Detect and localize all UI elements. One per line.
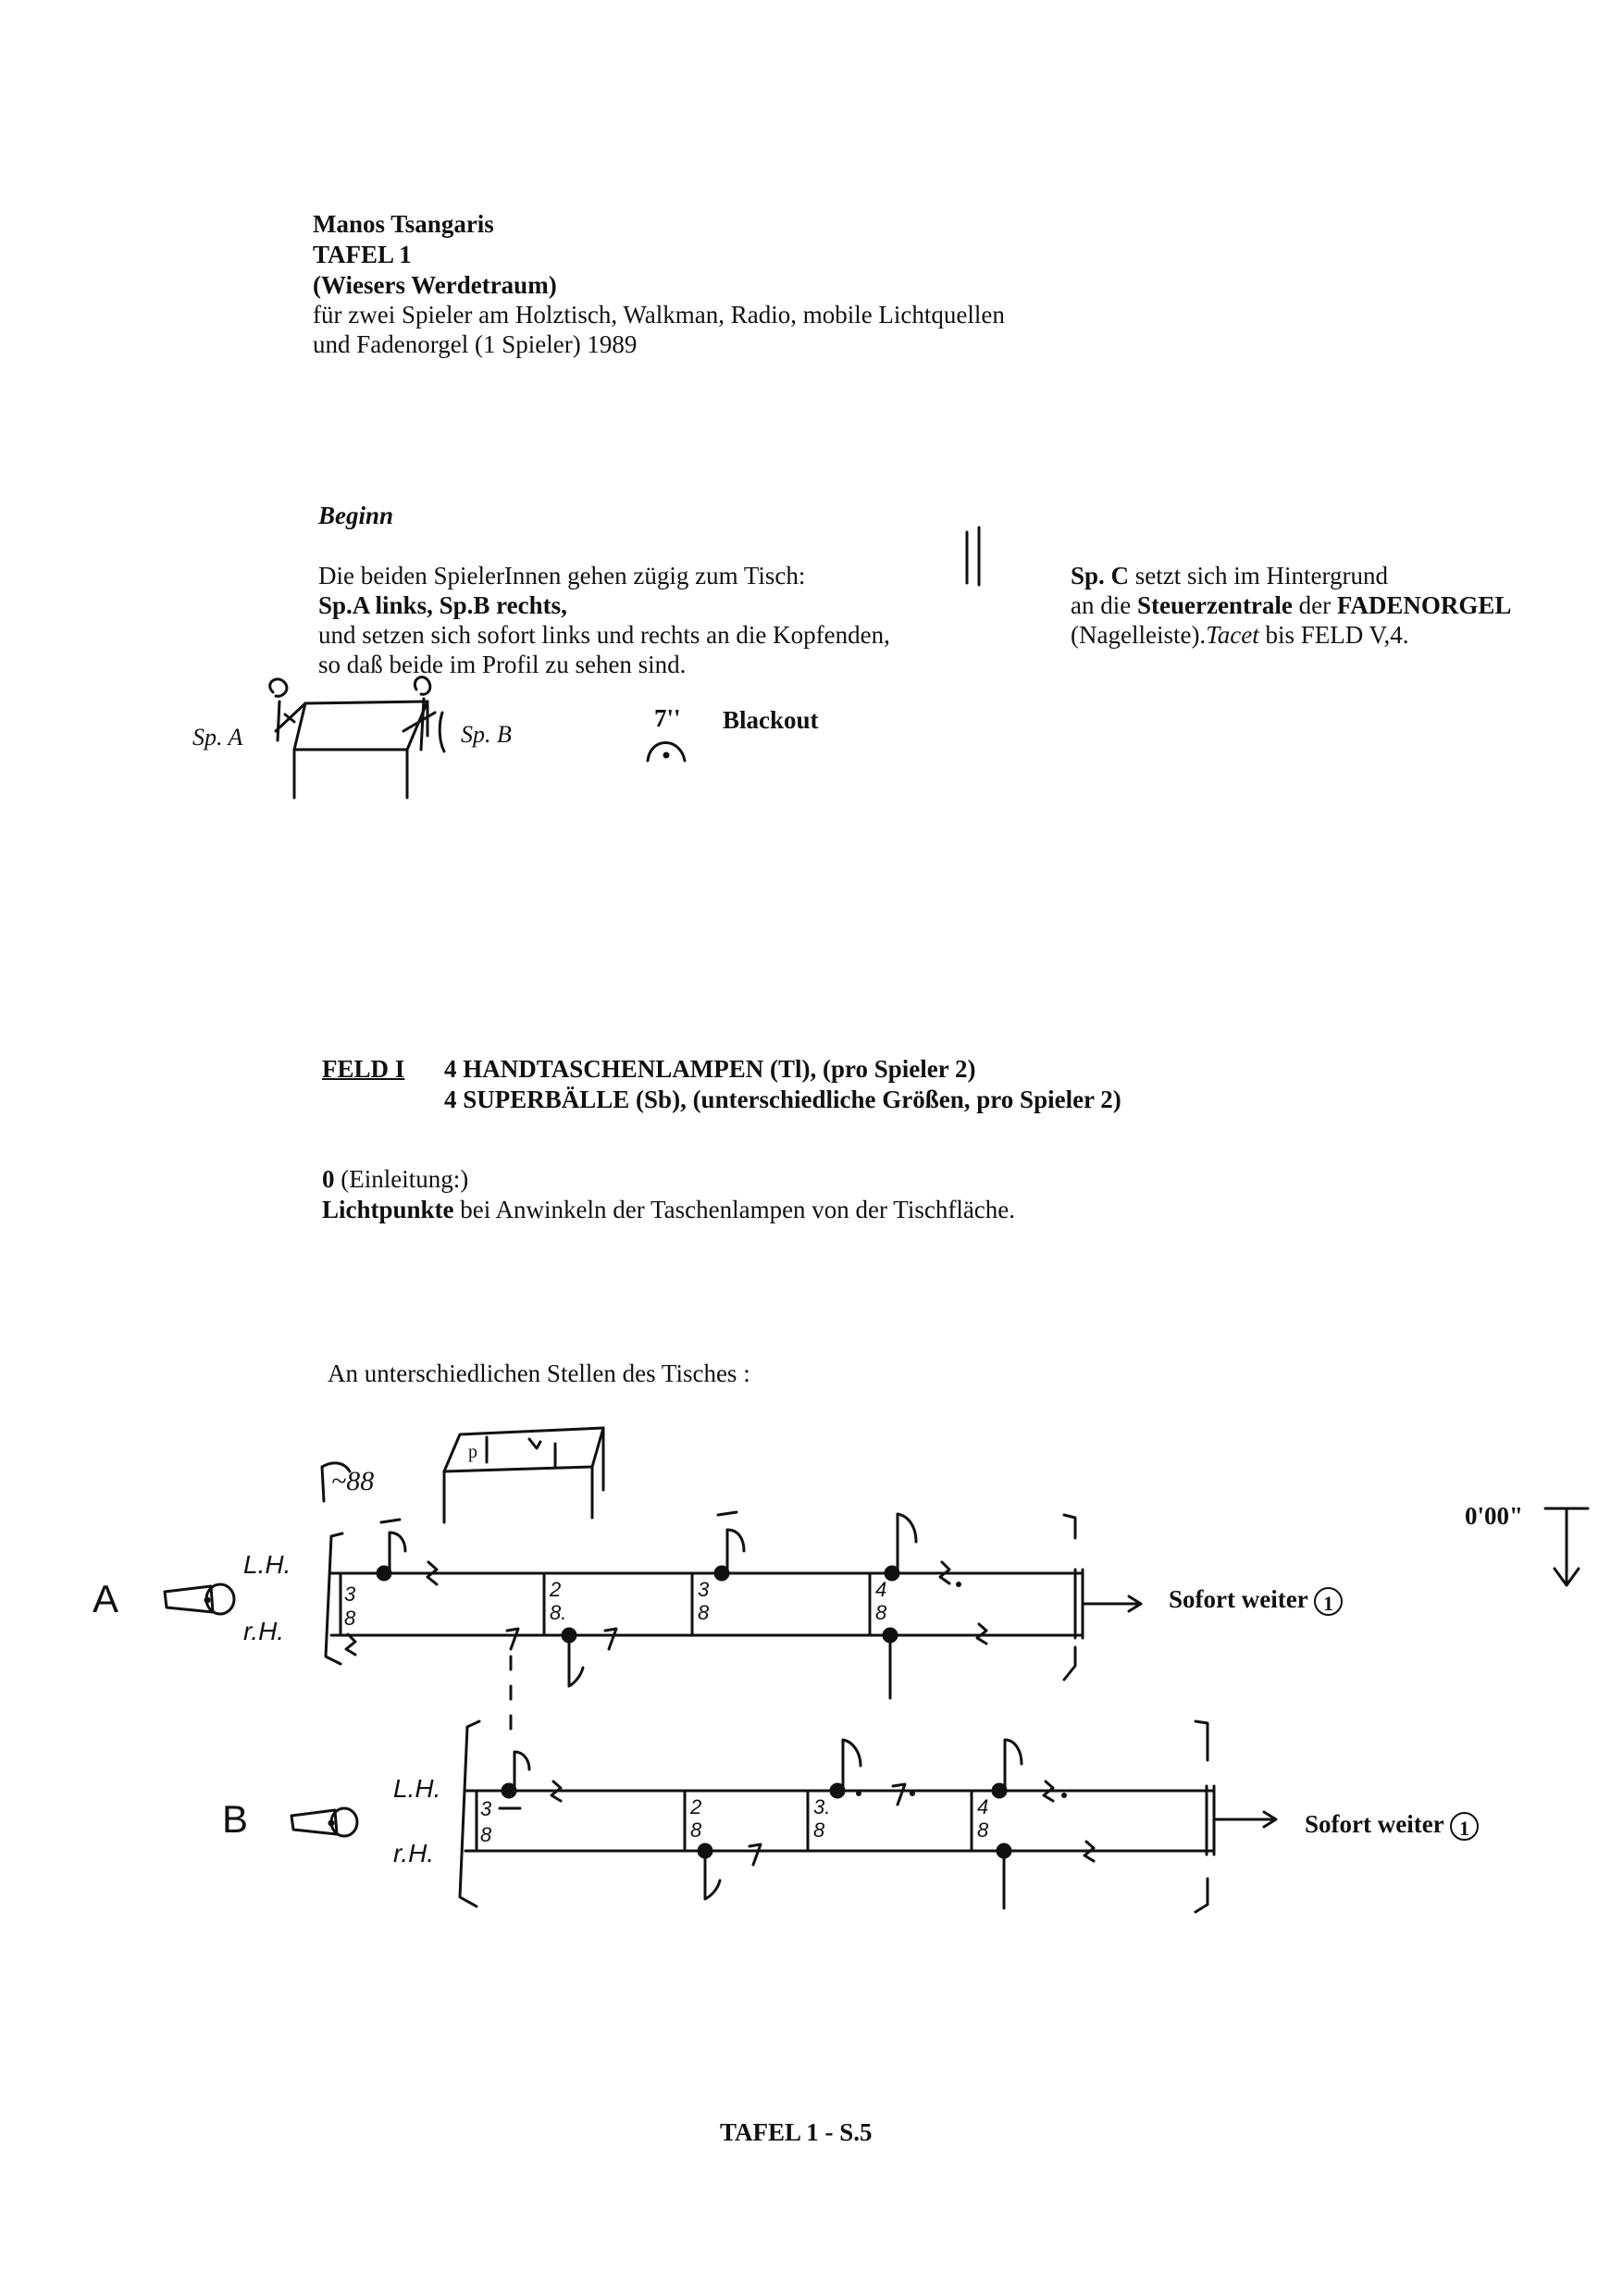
feld-label: FELD I (322, 1055, 405, 1083)
fadenorgel-term: FADENORGEL (1336, 591, 1512, 619)
player-a-label (93, 1577, 118, 1620)
instrumentation-line-1: für zwei Spieler am Holztisch, Walkman, Radio, mobile Lichtquellen (313, 301, 1005, 329)
player-a-letter: A (93, 1577, 119, 1620)
svg-text:7'': 7'' (654, 704, 681, 732)
circled-number-icon: 1 (1450, 1812, 1479, 1841)
circled-number-icon: 1 (1314, 1587, 1343, 1616)
svg-text:3: 3 (344, 1582, 356, 1606)
svg-text:r.H.: r.H. (243, 1617, 285, 1645)
einleitung-number: 0 (322, 1165, 335, 1193)
svg-text:8: 8 (813, 1818, 825, 1842)
svg-text:~88: ~88 (331, 1466, 375, 1496)
beginn-line-4: so daß beide im Profil zu sehen sind. (318, 651, 687, 678)
svg-text:8: 8 (977, 1818, 989, 1842)
svg-text:8.: 8. (550, 1601, 567, 1624)
sofort-weiter-label: Sofort weiter (1169, 1585, 1308, 1613)
player-c-text: setzt sich im Hintergrund (1129, 562, 1388, 590)
player-c-label: Sp. C (1071, 562, 1130, 590)
fermata-icon (648, 704, 685, 761)
svg-text:8: 8 (698, 1601, 710, 1624)
beginn-heading: Beginn (318, 502, 394, 529)
staff-b-labels (393, 1774, 440, 1868)
flashlight-icon (165, 1584, 234, 1614)
piece-subtitle: (Wiesers Werdetraum) (313, 271, 557, 299)
player-c-text: der (1292, 591, 1337, 619)
tacet-term: Tacet (1206, 621, 1259, 649)
composer-name: Manos Tsangaris (313, 210, 494, 238)
score-intro: An unterschiedlichen Stellen des Tisches : (328, 1359, 750, 1387)
svg-text:8: 8 (690, 1818, 702, 1842)
svg-text:L.H.: L.H. (393, 1774, 441, 1803)
beginn-line-1: Die beiden SpielerInnen gehen zügig zum Tisch: (318, 562, 806, 590)
svg-text:Sp. B: Sp. B (461, 721, 512, 748)
beginn-line-2: Sp.A links, Sp.B rechts, (318, 591, 567, 619)
time-marker: 0'00" (1465, 1502, 1523, 1530)
flashlight-icon (291, 1808, 357, 1836)
steuerzentrale-term: Steuerzentrale (1136, 591, 1293, 619)
player-c-text: bis FELD V,4. (1258, 621, 1409, 649)
player-b-letter: B (222, 1797, 249, 1841)
player-c-text: an die (1071, 591, 1137, 619)
page-footer: TAFEL 1 - S.5 (720, 2118, 873, 2146)
down-arrow-icon (1545, 1508, 1588, 1585)
svg-text:8: 8 (875, 1601, 887, 1624)
lichtpunkte-text: bei Anwinkeln der Taschenlampen von der Tischfläche. (453, 1196, 1016, 1223)
svg-text:2: 2 (690, 1795, 702, 1818)
svg-text:3.: 3. (813, 1795, 831, 1818)
table-plan-icon (444, 1428, 603, 1522)
svg-text:2: 2 (550, 1578, 562, 1601)
tempo-marking (322, 1463, 374, 1501)
lichtpunkte-term: Lichtpunkte (322, 1196, 454, 1223)
einleitung-text: (Einleitung:) (334, 1165, 469, 1193)
feld-line-2: 4 SUPERBÄLLE (Sb), (unterschiedliche Größen, pro Spieler 2) (444, 1086, 1121, 1113)
staff-a-labels (243, 1550, 291, 1645)
svg-text:L.H.: L.H. (243, 1550, 291, 1579)
blackout-label: Blackout (723, 706, 819, 734)
beginn-line-3: und setzen sich sofort links und rechts an die Kopfenden, (318, 621, 890, 649)
staff-b (460, 1721, 1276, 1912)
sofort-weiter-label: Sofort weiter (1305, 1810, 1444, 1838)
instrumentation-line-2: und Fadenorgel (1 Spieler) 1989 (313, 330, 638, 358)
svg-text:3: 3 (698, 1578, 710, 1601)
svg-text:4: 4 (977, 1795, 989, 1818)
piece-title: TAFEL 1 (313, 241, 412, 268)
svg-text:3: 3 (480, 1797, 492, 1820)
player-c-text: (Nagelleiste). (1071, 621, 1207, 649)
feld-line-1: 4 HANDTASCHENLAMPEN (Tl), (pro Spieler 2) (444, 1055, 976, 1083)
section-divider-icon (967, 527, 979, 585)
player-b-label (222, 1797, 248, 1841)
svg-text:8: 8 (344, 1607, 356, 1630)
svg-text:4: 4 (875, 1578, 887, 1601)
staff-a (326, 1512, 1141, 1729)
svg-text:8: 8 (480, 1823, 492, 1846)
table-sketch-icon (192, 677, 512, 798)
svg-text:p: p (468, 1442, 477, 1462)
svg-text:Sp. A: Sp. A (192, 724, 243, 751)
svg-text:r.H.: r.H. (393, 1839, 435, 1868)
